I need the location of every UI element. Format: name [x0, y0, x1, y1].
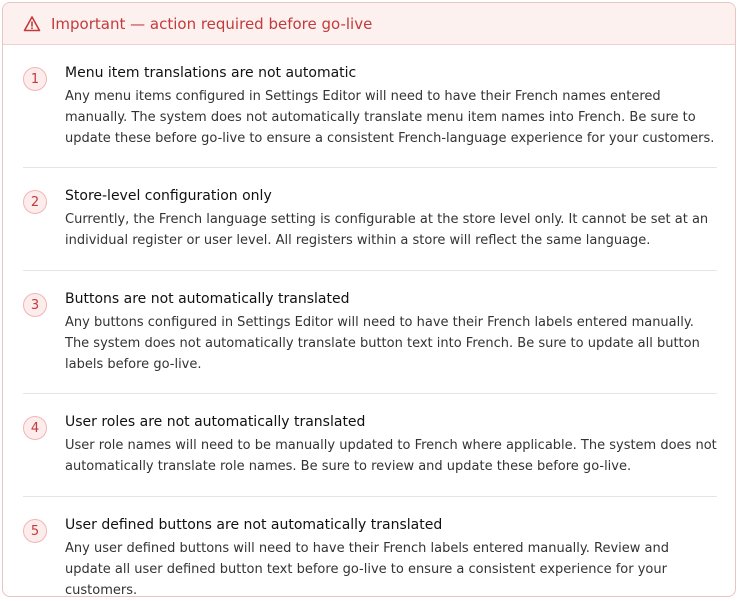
item-title: User defined buttons are not automatically translated: [65, 517, 443, 533]
item-body: Currently, the French language setting is configurable at the store level only. It cannot be set at an individual register or user level. All registers within a store will reflect the same language.: [65, 212, 709, 248]
notice-header: [3, 3, 735, 45]
warning-triangle-icon: [23, 15, 41, 33]
item-body: Any user defined buttons will need to have their French labels entered manually. Review and update all user defined button text before go-live to ensure a consistent experience for your customers.: [65, 541, 669, 597]
notice-item: [23, 394, 717, 497]
item-number-badge: 2: [23, 190, 47, 214]
item-body: Any buttons configured in Settings Editor will need to have their French labels entered manually. The system does not automatically translate button text into French. Be sure to update all button labels before go-live.: [65, 315, 700, 372]
item-number-badge: 5: [23, 519, 47, 543]
notice-card: [2, 2, 736, 597]
item-number-badge: 1: [23, 67, 47, 91]
item-body: User role names will need to be manually updated to French where applicable. The system does not automatically translate role names. Be sure to review and update these before go-live.: [65, 438, 717, 474]
notice-title: Important — action required before go-live: [51, 14, 373, 33]
item-title: Menu item translations are not automatic: [65, 65, 357, 81]
notice-item: [23, 271, 717, 394]
item-number-badge: 3: [23, 293, 47, 317]
notice-item: [23, 497, 717, 597]
notice-item: [23, 45, 717, 168]
item-number-badge: 4: [23, 416, 47, 440]
item-body: Any menu items configured in Settings Editor will need to have their French names entered manually. The system does not automatically translate menu item names into French. Be sure to update these before go-live to ensure a consistent French-language experience for your customers.: [65, 89, 715, 146]
notice-list: [3, 45, 735, 597]
item-title: User roles are not automatically translated: [65, 414, 366, 430]
notice-item: [23, 168, 717, 271]
item-title: Store-level configuration only: [65, 188, 272, 204]
item-title: Buttons are not automatically translated: [65, 291, 350, 307]
